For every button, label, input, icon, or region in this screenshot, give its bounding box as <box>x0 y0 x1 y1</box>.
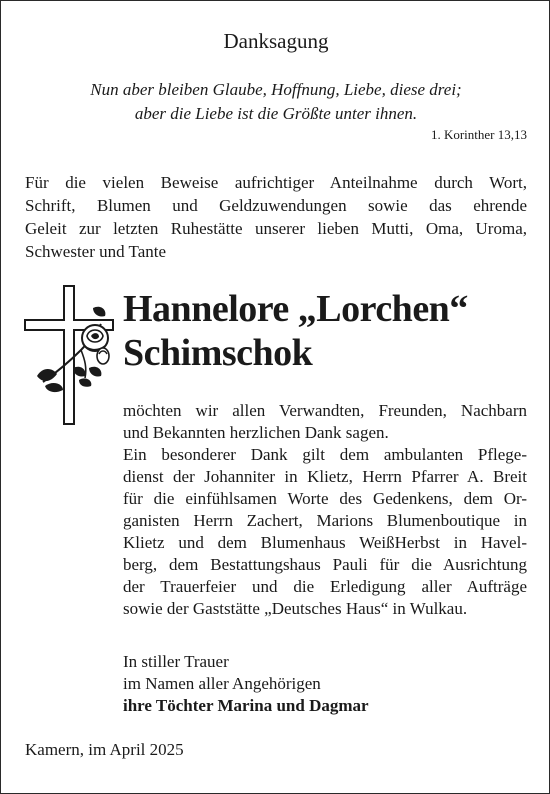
bible-verse <box>1 78 550 126</box>
deceased-name <box>123 287 533 375</box>
intro-line: Geleit zur letzten Ruhestätte unserer lieben Mutti, Oma, Uroma, <box>25 219 527 238</box>
thanks-line: und Bekannten herzlichen Dank sagen. <box>123 423 389 442</box>
thanks-line: Klietz und dem Blumenhaus WeißHerbst in Havel- <box>123 533 527 552</box>
signature-names: ihre Töchter Marina und Dagmar <box>123 696 369 715</box>
thanks-line: berg, dem Bestattungshaus Pauli für die Ausrichtung <box>123 555 527 574</box>
intro-line: Für die vielen Beweise aufrichtiger Anteilnahme durch Wort, <box>25 173 527 192</box>
signature-line-1: In stiller Trauer <box>123 652 229 671</box>
verse-line-2: aber die Liebe ist die Größte unter ihnen. <box>134 104 418 123</box>
thanks-line: ganisten Herrn Zachert, Marions Blumenboutique in <box>123 511 527 530</box>
place-date: Kamern, im April 2025 <box>25 740 184 759</box>
deceased-name-line-2: Schimschok <box>123 332 313 374</box>
signature-line-2: im Namen aller Angehörigen <box>123 674 321 693</box>
intro-text <box>25 171 527 263</box>
thanks-line: dienst der Johanniter in Klietz, Herrn Pfarrer A. Breit <box>123 467 527 486</box>
thanks-line: sowie der Gaststätte „Deutsches Haus“ in Wulkau. <box>123 599 468 618</box>
signature-block <box>123 651 527 717</box>
thanks-line: möchten wir allen Verwandten, Freunden, Nachbarn <box>123 401 527 420</box>
deceased-name-line-1: Hannelore „Lorchen“ <box>123 288 468 330</box>
thanks-line: Ein besonderer Dank gilt dem ambulanten Pflege- <box>123 445 527 464</box>
verse-reference: 1. Korinther 13,13 <box>430 127 527 142</box>
heading: Danksagung <box>223 29 329 53</box>
cross-with-rose-icon <box>23 284 119 426</box>
verse-line-1: Nun aber bleiben Glaube, Hoffnung, Liebe, diese drei; <box>90 80 462 99</box>
thanks-line: der Trauerfeier und die Erledigung aller Aufträge <box>123 577 527 596</box>
thanks-text <box>123 400 527 620</box>
intro-line: Schrift, Blumen und Geldzuwendungen sowie das ehrende <box>25 196 527 215</box>
intro-line: Schwester und Tante <box>25 242 167 261</box>
thanks-line: für die einfühlsamen Worte des Gedenkens, dem Or- <box>123 489 527 508</box>
